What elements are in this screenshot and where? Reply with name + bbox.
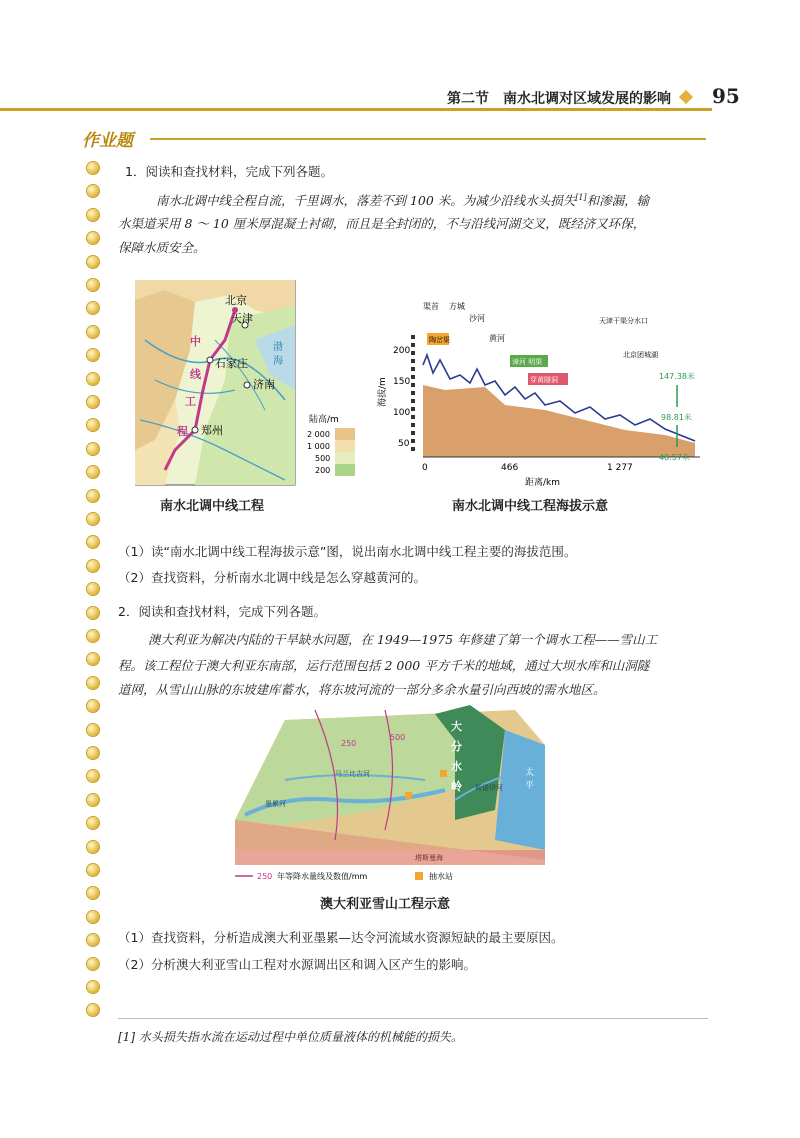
q2-sub2: （2）分析澳大利亚雪山工程对水源调出区和调入区产生的影响。 [118,957,476,972]
box-zhanghe-label: 漳河 明渠 [512,358,543,366]
range-label-1: 大 [451,720,462,733]
shijiazhuang-dot [207,357,213,363]
q2-sub1: （1）查找资料，分析造成澳大利亚墨累—达令河流域水资源短缺的最主要原因。 [118,930,564,945]
binding-ring [87,560,99,572]
binding-ring [87,770,99,782]
q1-intro: 1．阅读和查找材料，完成下列各题。 [125,164,333,179]
legend-swatch-2000 [335,428,355,440]
binding-ring [87,724,99,736]
zhengzhou-dot [192,427,198,433]
legend-swatch-1000 [335,440,355,452]
binding-ring [87,864,99,876]
binding-ring [87,677,99,689]
top-label-qushou: 渠首 [423,302,439,311]
binding-ring [87,1004,99,1016]
line-label-4: 程 [177,425,188,438]
binding-ring [87,373,99,385]
line-label-2: 线 [190,368,201,381]
binding-ring [87,911,99,923]
line-label-3: 工 [185,395,196,408]
section-title: 第二节 南水北调对区域发展的影响 [447,91,671,107]
river-label-murray: 墨累河 [265,800,286,808]
binding-ring [87,419,99,431]
label-shijiazhuang: 石家庄 [215,357,248,370]
binding-ring [87,934,99,946]
top-label-huanghe: 黄河 [489,334,505,343]
homework-rule [150,138,706,140]
arrow-label-top: 147.38米 [659,372,695,381]
profile-ylabel: 海拔/m [378,377,388,407]
q2-para-line1: 澳大利亚为解决内陆的干旱缺水问题，在 1949—1975 年修建了第一个调水工程——雪山工 [148,632,658,647]
binding-ring [87,747,99,759]
binding-ring [87,583,99,595]
label-tianjin: 天津 [231,312,253,325]
jinan-dot [244,382,250,388]
isohyet-label-250: 250 [341,739,357,748]
q1-para-line3: 保障水质安全。 [118,240,206,255]
diamond-icon [679,90,693,104]
binding-ring [87,443,99,455]
map1-caption: 南水北调中线工程 [160,499,265,514]
ytick-100: 100 [393,408,411,418]
binding-ring [87,630,99,642]
binding-ring [87,700,99,712]
binding-ring [87,817,99,829]
snowy-mountains-diagram [225,700,565,890]
profile-caption: 南水北调中线工程海拔示意 [452,499,609,514]
footnote-rule [118,1018,708,1019]
arrow-label-mid: 98.81米 [661,413,692,422]
legend-level-2000: 2 000 [307,430,330,439]
ytick-200: 200 [393,346,411,356]
box-taocha-label: 陶岔渠 [429,336,450,344]
pump-icon-1 [405,792,412,799]
block-caption: 澳大利亚雪山工程示意 [320,897,451,912]
header-rule [0,108,712,111]
binding-ring [87,466,99,478]
sea-label-2: 海 [273,356,283,367]
line-label-1: 中 [190,335,201,348]
label-beijing: 北京 [225,294,247,307]
sea-label-1: 渤 [273,342,283,353]
binding-ring [87,162,99,174]
ocean-label-2: 平 [525,781,535,791]
middle-route-map [135,280,360,490]
pump-icon [415,872,423,880]
xtick-466: 466 [501,463,519,473]
binding-ring [87,794,99,806]
q1-sub2: （2）查找资料，分析南水北调中线是怎么穿越黄河的。 [118,570,426,585]
q1-sub1: （1）读“南水北调中线工程海拔示意”图，说出南水北调中线工程主要的海拔范围。 [118,544,577,559]
arrow-label-bottom: 48.57米 [659,453,690,462]
xtick-0: 0 [422,463,428,473]
legend-level-500: 500 [315,454,331,463]
range-label-3: 水 [451,760,462,773]
legend-swatch-500 [335,452,355,464]
ocean-label-1: 太 [525,768,535,778]
pump-icon-2 [440,770,447,777]
binding-ring [87,256,99,268]
binding-ring [87,958,99,970]
elevation-profile [365,295,710,495]
binding-ring [87,513,99,525]
range-label-2: 分 [451,740,462,753]
q2-para-line3: 道网，从雪山山脉的东坡建库蓄水，将东坡河流的一部分多余水量引向西坡的需水地区。 [118,682,606,697]
binding-ring [87,279,99,291]
legend-level-1000: 1 000 [307,442,330,451]
legend-swatch-200 [335,464,355,476]
top-label-shahe: 沙河 [469,314,485,323]
binding-ring [87,232,99,244]
legend-isohyet-label: 年等降水量线及数值/mm [277,872,368,881]
top-label-tianjin: 天津干渠分水口 [599,317,648,325]
binding-ring [87,607,99,619]
binding-ring [87,653,99,665]
footnote: [1] 水头损失指水流在运动过程中单位质量液体的机械能的损失。 [118,1030,463,1044]
q1-para-line1: 南水北调中线全程自流，千里调水，落差不到 100 米。为减少沿线水头损失[1]和渗漏，输 [156,193,650,209]
binding-ring [87,981,99,993]
q2-para-line2: 程。该工程位于澳大利亚东南部，运行范围包括 2 000 平方千米的地域，通过大坝水库和山洞隧 [118,658,650,673]
range-label-4: 岭 [451,780,462,793]
binding-ring [87,490,99,502]
river-label-snowy: 斯诺伊河 [475,784,503,792]
q1-para-line2: 水渠道采用 8 ～ 10 厘米厚混凝土衬砌，而且是全封闭的，不与沿线河湖交叉，既经济又环保， [118,216,646,231]
ytick-150: 150 [393,377,411,387]
river-label-murrumbidgee: 马兰比吉河 [335,770,370,778]
label-jinan: 济南 [253,378,275,391]
homework-title: 作业题 [82,131,133,151]
binding-ring [87,302,99,314]
label-zhengzhou: 郑州 [201,424,223,437]
binding-ring [87,209,99,221]
ytick-50: 50 [398,439,410,449]
legend-pump-label: 抽水站 [429,872,453,881]
binding-ring [87,841,99,853]
binding-ring [87,185,99,197]
sea-strip-label: 塔斯曼海 [415,854,443,862]
binding-ring [87,396,99,408]
binding-ring [87,349,99,361]
top-label-fangcheng: 方城 [449,302,465,311]
binding-ring [87,536,99,548]
legend-level-200: 200 [315,466,331,475]
binding-ring [87,887,99,899]
q2-intro: 2．阅读和查找材料，完成下列各题。 [118,604,326,619]
binding-ring [87,326,99,338]
xtick-1277: 1 277 [607,463,633,473]
box-chuanhuang-label: 穿黄隧洞 [530,376,558,384]
legend-title: 陆高/m [309,415,339,425]
page-number: 95 [712,84,740,108]
isohyet-label-500: 500 [390,733,406,742]
profile-xlabel: 距离/km [525,478,561,488]
legend-isohyet-value: 250 [257,872,273,881]
top-label-beijing: 北京团城湖 [623,351,658,359]
